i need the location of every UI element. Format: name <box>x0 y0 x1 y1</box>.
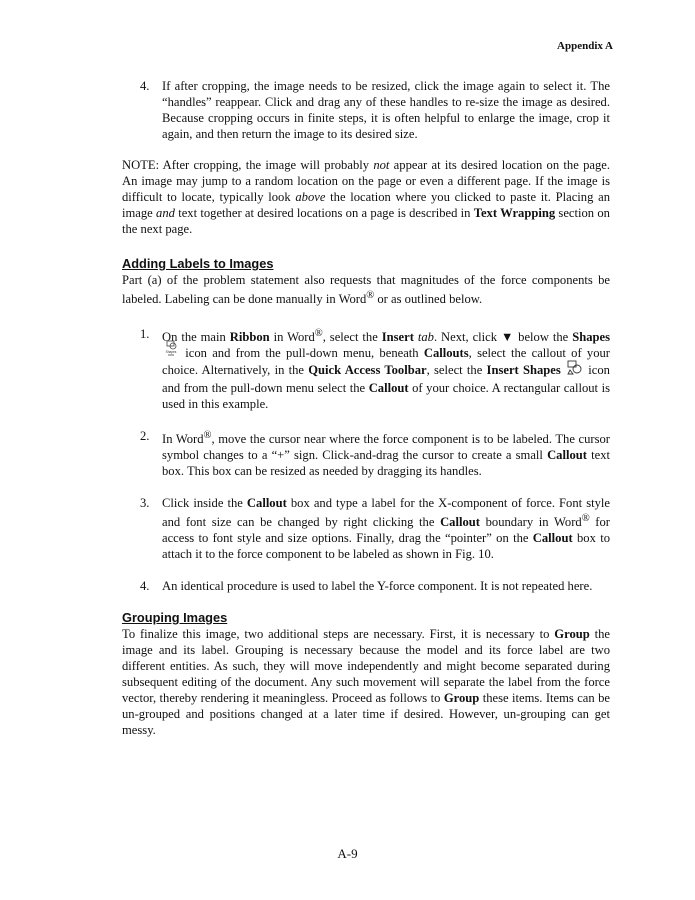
grouping-paragraph: To finalize this image, two additional steps are necessary. First, it is necessary to Group the image and its label. Grouping is necessary because the model and its force label are two different entities. As such, they will move independently and might become separated during subsequent editing of the document. Any such movement will separate the label from the force vector, thereby rendering it meaningless. Proceed as follows to Group these items. Items can be un-grouped and positions changed at a later time if desired. However, un-grouping can get messy. <box>122 626 610 737</box>
emphasis-not: not <box>373 158 390 172</box>
item-text: Click inside the Callout box and type a label for the X-component of force. Font style and font size can be changed by right clicking the Callout boundary in Word® for access to font style and size options. Finally, drag the “pointer” on the Callout box to attach it to the force component to be labeled as shown in Fig. 10. <box>162 495 610 561</box>
text-wrapping-ref: Text Wrapping <box>473 206 556 220</box>
item-number: 3. <box>140 495 150 510</box>
page-content <box>122 78 610 738</box>
insert-shapes-icon <box>567 360 582 376</box>
page-header: Appendix A <box>557 40 613 52</box>
page-number: A-9 <box>337 846 358 861</box>
item-number: 1. <box>140 327 150 342</box>
item-number: 4. <box>140 79 150 93</box>
item-number: 4. <box>140 578 150 593</box>
section-heading-grouping: Grouping Images <box>122 609 228 625</box>
note-paragraph: NOTE: After cropping, the image will probably not appear at its desired location on the page. An image may jump to a random location on the page or even a different page. If the image is difficult to locate, typically look above the location where you clicked to paste it. Placing an image and text together at desired locations on a page is described in Text Wrapping section on the next page. <box>122 158 610 236</box>
section-heading-adding-labels: Adding Labels to Images <box>122 256 274 271</box>
item-text: An identical procedure is used to label the Y-force component. It is not repeated here. <box>162 578 593 593</box>
list-item-step-4 <box>122 78 610 142</box>
list-item-step-2 <box>122 428 610 479</box>
list-item-step-1 <box>122 326 610 411</box>
item-number: 2. <box>140 428 150 443</box>
shapes-icon <box>164 340 178 356</box>
labels-step-list <box>122 326 610 594</box>
item-text: If after cropping, the image needs to be resized, click the image again to select it. The “handles” reappear. Click and drag any of these handles to re-size the image as desired. Because cropping occurs in finite steps, it is often helpful to enlarge the image, crop it again, and then return the image to its desired size. <box>162 79 610 141</box>
item-text: In Word®, move the cursor near where the force component is to be labeled. The cursor symbol changes to a “+” sign. Click-and-drag the cursor to create a small Callout text box. This box can be resized as needed by dragging its handles. <box>162 429 610 478</box>
list-item-step-3 <box>122 495 610 562</box>
labels-intro-paragraph: Part (a) of the problem statement also requests that magnitudes of the force components be labeled. Labeling can be done manually in Word® or as outlined below. <box>122 273 610 307</box>
svg-text:Shapes: Shapes <box>165 350 177 355</box>
list-item-step-4b <box>122 578 610 594</box>
emphasis-and: and <box>156 206 175 220</box>
emphasis-above: above <box>295 190 326 204</box>
item-text: On the main Ribbon in Word®, select the Insert tab. Next, click ▼ below the Shapes Shapes icon and from the pull-down menu, beneath Callouts, select the callout of your choice. Alternatively, in the Quick Access Toolbar, select the Insert Shapes icon and from the pull-down menu select the Callout of your choice. A rectangular callout is used in this example. <box>162 328 610 411</box>
